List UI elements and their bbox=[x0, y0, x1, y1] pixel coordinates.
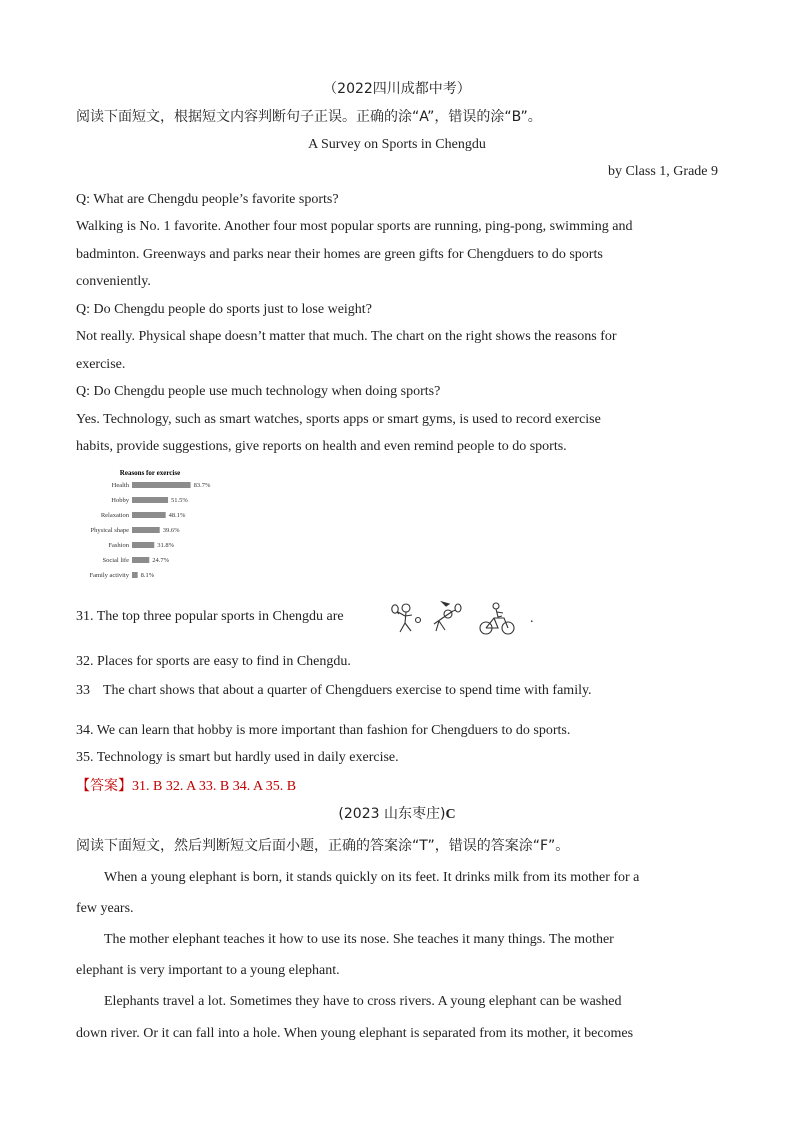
answer-values: 31. B 32. A 33. B 34. A 35. B bbox=[132, 779, 297, 794]
chart-value-label: 51.5% bbox=[171, 497, 188, 504]
answer-label: 【答案】 bbox=[76, 778, 132, 794]
source-2023-text: (2023 山东枣庄) bbox=[338, 806, 446, 822]
statement-32: 32. Places for sports are easy to find in Chengdu. bbox=[76, 654, 351, 669]
chart-bar bbox=[132, 542, 154, 548]
chart-bar bbox=[132, 482, 191, 488]
chart-bar bbox=[132, 527, 160, 533]
chart-value-label: 39.6% bbox=[162, 527, 180, 534]
cyclist-icon bbox=[480, 603, 514, 634]
instruction-1: 阅读下面短文，根据短文内容判断句子正误。正确的涂“A”，错误的涂“B”。 bbox=[76, 109, 542, 125]
chart-value-label: 31.8% bbox=[157, 542, 175, 549]
byline: by Class 1, Grade 9 bbox=[607, 164, 718, 179]
statement-33: The chart shows that about a quarter of Chengduers exercise to spend time with family. bbox=[103, 683, 592, 698]
source-heading-2023 bbox=[0, 805, 794, 824]
chart-category-label: Physical shape bbox=[90, 527, 129, 534]
answer-1-line-3: conveniently. bbox=[76, 274, 151, 289]
answer-3-line-2: habits, provide suggestions, give reports on health and even remind people to do sports. bbox=[76, 439, 567, 454]
chart-value-label: 8.1% bbox=[140, 572, 155, 579]
chart-category-label: Health bbox=[111, 482, 129, 489]
statement-31: 31. The top three popular sports in Chengdu are bbox=[76, 609, 344, 624]
statement-34: 34. We can learn that hobby is more important than fashion for Chengduers to do sports. bbox=[76, 723, 571, 738]
answer-2-line-1: Not really. Physical shape doesn’t matter that much. The chart on the right shows the reasons for bbox=[76, 329, 617, 344]
answer-2-line-2: exercise. bbox=[76, 357, 126, 372]
chart-category-label: Relaxation bbox=[100, 512, 129, 519]
chart-bar bbox=[132, 497, 168, 503]
paragraph-3-line-1: Elephants travel a lot. Sometimes they have to cross rivers. A young elephant can be washed bbox=[104, 994, 622, 1009]
statement-35: 35. Technology is smart but hardly used in daily exercise. bbox=[76, 750, 399, 765]
chart-bar bbox=[132, 572, 138, 578]
chart-value-label: 83.7% bbox=[193, 482, 211, 489]
chart-value-label: 24.7% bbox=[152, 557, 170, 564]
chart-category-label: Social life bbox=[102, 557, 129, 564]
chart-category-label: Fashion bbox=[108, 542, 129, 549]
badminton-player-icon bbox=[434, 602, 461, 631]
tennis-player-icon bbox=[392, 604, 421, 632]
answer-1-line-2: badminton. Greenways and parks near their homes are green gifts for Chengduers to do sports bbox=[76, 247, 603, 262]
question-1: Q: What are Chengdu people’s favorite sports? bbox=[76, 192, 339, 207]
article-title: A Survey on Sports in Chengdu bbox=[308, 137, 486, 152]
chart-bar bbox=[132, 512, 166, 518]
paragraph-3-line-2: down river. Or it can fall into a hole. When young elephant is separated from its mother, it becomes bbox=[76, 1026, 634, 1041]
paragraph-1-line-1: When a young elephant is born, it stands quickly on its feet. It drinks milk from its mother for a bbox=[104, 870, 640, 885]
sport-icons bbox=[390, 600, 520, 636]
source-heading-2022: （2022四川成都中考） bbox=[323, 81, 471, 97]
section-letter: C bbox=[445, 807, 456, 822]
paragraph-2-line-2: elephant is very important to a young elephant. bbox=[76, 963, 340, 978]
answer-3-line-1: Yes. Technology, such as smart watches, sports apps or smart gyms, is used to record exercise bbox=[76, 412, 601, 427]
instruction-2: 阅读下面短文，然后判断短文后面小题，正确的答案涂“T”，错误的答案涂“F”。 bbox=[76, 838, 570, 854]
chart-category-label: Hobby bbox=[111, 497, 129, 504]
chart-category-label: Family activity bbox=[89, 572, 129, 579]
question-3: Q: Do Chengdu people use much technology when doing sports? bbox=[76, 384, 441, 399]
statement-31-period: . bbox=[530, 611, 534, 626]
question-2: Q: Do Chengdu people do sports just to lose weight? bbox=[76, 302, 372, 317]
chart-value-label: 48.1% bbox=[168, 512, 186, 519]
chart-bar bbox=[132, 557, 149, 563]
reasons-for-exercise-chart bbox=[78, 464, 238, 584]
chart-title: Reasons for exercise bbox=[119, 469, 181, 477]
answer-row bbox=[76, 777, 296, 796]
answer-1-line-1: Walking is No. 1 favorite. Another four most popular sports are running, ping-pong, swimming and bbox=[76, 219, 633, 234]
paragraph-2-line-1: The mother elephant teaches it how to use its nose. She teaches it many things. The mother bbox=[104, 932, 614, 947]
statement-33-number: 33 bbox=[76, 683, 90, 698]
paragraph-1-line-2: few years. bbox=[76, 901, 134, 916]
